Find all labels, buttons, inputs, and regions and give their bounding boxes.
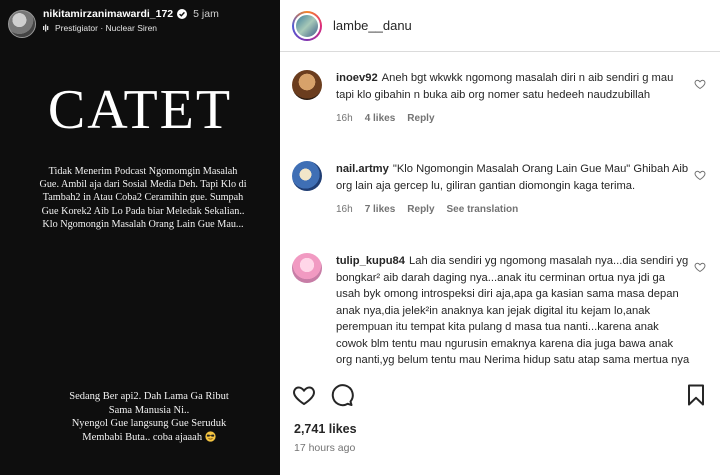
comment-text: "Klo Ngomongin Masalah Orang Lain Gue Mau" Ghibah Aib org lain aja gercep lu, giliran gantian diomongin kaga terima.: [336, 163, 689, 192]
story-avatar[interactable]: [8, 10, 36, 38]
heart-icon[interactable]: [292, 383, 316, 407]
comment-heart-icon[interactable]: [694, 261, 706, 273]
reply-button[interactable]: Reply: [407, 113, 435, 124]
story-body-line: Tidak Menerim Podcast Ngomomgin Masalah: [48, 166, 238, 177]
story-username[interactable]: nikitamirzanimawardi_172: [43, 8, 174, 20]
comment-meta: [336, 202, 691, 219]
commenter-username[interactable]: inoev92: [336, 72, 378, 84]
comment-icon[interactable]: [330, 383, 354, 407]
commenter-avatar[interactable]: [292, 161, 322, 191]
story-footer-text: Membabi Buta.. coba ajaaah: [82, 431, 203, 443]
post-panel: [280, 0, 720, 475]
story-meta: [43, 8, 219, 33]
commenter-avatar[interactable]: [292, 70, 322, 100]
comment-item: [292, 253, 710, 369]
story-body: [12, 165, 274, 231]
story-title: CATET: [47, 79, 233, 141]
comment-body: [336, 161, 691, 219]
story-header: [8, 8, 272, 44]
comment-text: Aneh bgt wkwkk ngomong masalah diri n aib sendiri g mau tapi klo gibahin n buka aib org nomer satu hedeeh naudzubillah: [336, 72, 674, 101]
commenter-avatar[interactable]: [292, 253, 322, 283]
poster-username[interactable]: lambe__danu: [333, 18, 412, 33]
comment-time: 16h: [336, 113, 353, 124]
reply-button[interactable]: Reply: [407, 204, 435, 215]
poster-avatar[interactable]: [292, 11, 322, 41]
post-header: [280, 0, 720, 52]
comment-heart-icon[interactable]: [694, 78, 706, 90]
comment-body: [336, 253, 691, 369]
story-footer-line: Sama Manusia Ni..: [108, 404, 190, 416]
see-translation-button[interactable]: See translation: [446, 204, 519, 215]
comment-likes-count[interactable]: 4 likes: [364, 113, 396, 124]
story-panel: [0, 0, 280, 475]
commenter-username[interactable]: nail.artmy: [336, 163, 389, 175]
verified-badge-icon: [177, 9, 187, 19]
story-music-label: Prestigiator · Nuclear Siren: [55, 23, 158, 33]
story-footer-line-last: [18, 431, 280, 445]
music-icon: [43, 24, 51, 32]
comment-heart-icon[interactable]: [694, 169, 706, 181]
story-body-line: Tambah2 in Atau Coba2 Ceramihin gue. Sumpah: [42, 192, 244, 204]
story-footer-line: Sedang Ber api2. Dah Lama Ga Ribut: [69, 391, 229, 402]
story-user-row: [43, 8, 219, 20]
bookmark-icon[interactable]: [684, 383, 708, 407]
comment-body: [336, 70, 691, 128]
story-body-line: Klo Ngomongin Masalah Orang Lain Gue Mau...: [42, 218, 244, 230]
poster-avatar-image: [294, 13, 320, 39]
comment-meta: [336, 111, 691, 128]
comments-list[interactable]: [280, 53, 720, 373]
comment-item: [292, 70, 710, 128]
story-footer: [18, 390, 280, 444]
comment-likes-count[interactable]: 7 likes: [364, 204, 396, 215]
comment-text: Lah dia sendiri yg ngomong masalah nya...dia sendiri yg bongkar² aib darah daging nya...anak itu cerminan ortua nya jdi ga usah byk omong introspeksi diri aja,apa ga kasian sama masa depan anak nya,dia jelek²in anaknya kan jejak digital itu kejam lo,anak perempuan itu tempat kita pulang d masa tua nanti...karena anak cowok blm tentu mau ngurusin emaknya karena dia juga bawa anak org nanti,yg belum tentu mau Nerima hidup satu atap sama mertua nya: [336, 255, 690, 366]
sunglasses-emoji-icon: [205, 431, 216, 442]
story-body-line: Gue. Ambil aja dari Sosial Media Deh. Tapi Klo di: [39, 179, 247, 191]
post-actions: [292, 380, 708, 410]
comment-time: 16h: [336, 204, 353, 215]
post-likes-count[interactable]: 2,741 likes: [294, 422, 357, 436]
story-body-line: Gue Korek2 Aib Lo Pada biar Meledak Sekalian..: [41, 205, 245, 217]
post-timestamp: 17 hours ago: [294, 442, 356, 454]
comment-item: [292, 161, 710, 219]
story-footer-line: Nyengol Gue langsung Gue Seruduk: [71, 418, 227, 429]
story-music[interactable]: [43, 23, 219, 33]
story-time: 5 jam: [193, 8, 219, 20]
commenter-username[interactable]: tulip_kupu84: [336, 255, 405, 267]
